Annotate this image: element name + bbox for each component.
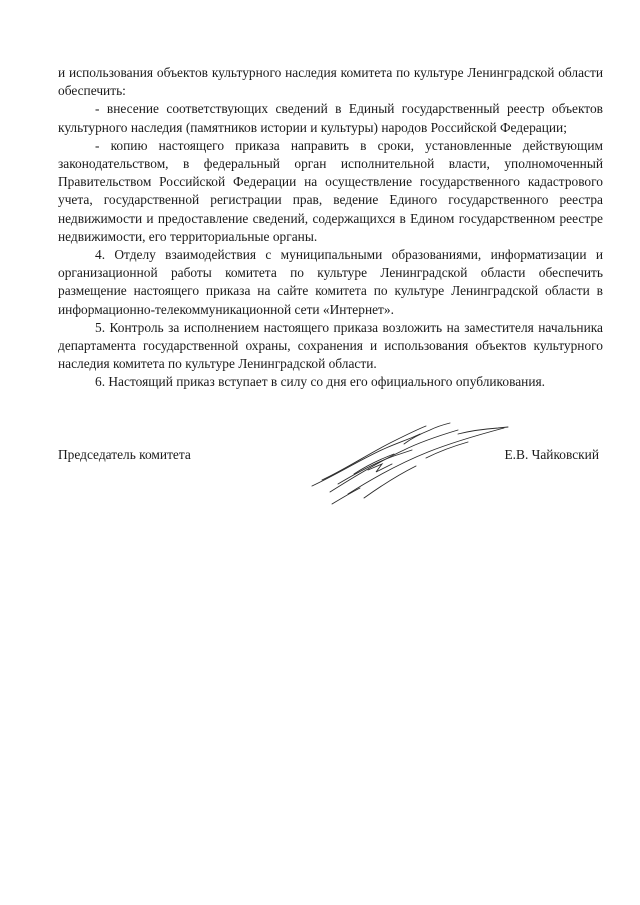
- paragraph-item-6: 6. Настоящий приказ вступает в силу со дня его официального опубликования.: [95, 374, 545, 390]
- signer-title: Председатель комитета: [58, 447, 191, 462]
- document-body: [58, 64, 603, 392]
- paragraph-item-4: 4. Отделу взаимодействия с муниципальными образованиями, информатизации и организационной работы комитета по культуре Ленинградской области обеспечить размещение настоящего приказа на сайте комитета по культуре Ленинградской области в информационно-телекоммуникационной сети «Интернет».: [58, 247, 603, 317]
- signer-name: Е.В. Чайковский: [504, 447, 599, 462]
- paragraph-registry-entry: - внесение соответствующих сведений в Единый государственный реестр объектов культурного наследия (памятников истории и культуры) народов Российской Федерации;: [58, 101, 603, 135]
- handwritten-signature: [308, 414, 518, 506]
- paragraph-item-5: 5. Контроль за исполнением настоящего приказа возложить на заместителя начальника департамента государственной охраны, сохранения и использования объектов культурного наследия комитета по культуре Ленинградской области.: [58, 319, 603, 372]
- paragraph-continuation: и использования объектов культурного наследия комитета по культуре Ленинградской области обеспечить:: [58, 65, 603, 99]
- paragraph-send-copy: - копию настоящего приказа направить в сроки, установленные действующим законодательством, в федеральный орган исполнительной власти, уполномоченный Правительством Российской Федерации на осуществление государственного кадастрового учета, государственной регистрации прав, ведение Единого государственного реестра недвижимости и предоставление сведений, содержащихся в Едином государственном реестре недвижимости, его территориальные органы.: [58, 137, 603, 244]
